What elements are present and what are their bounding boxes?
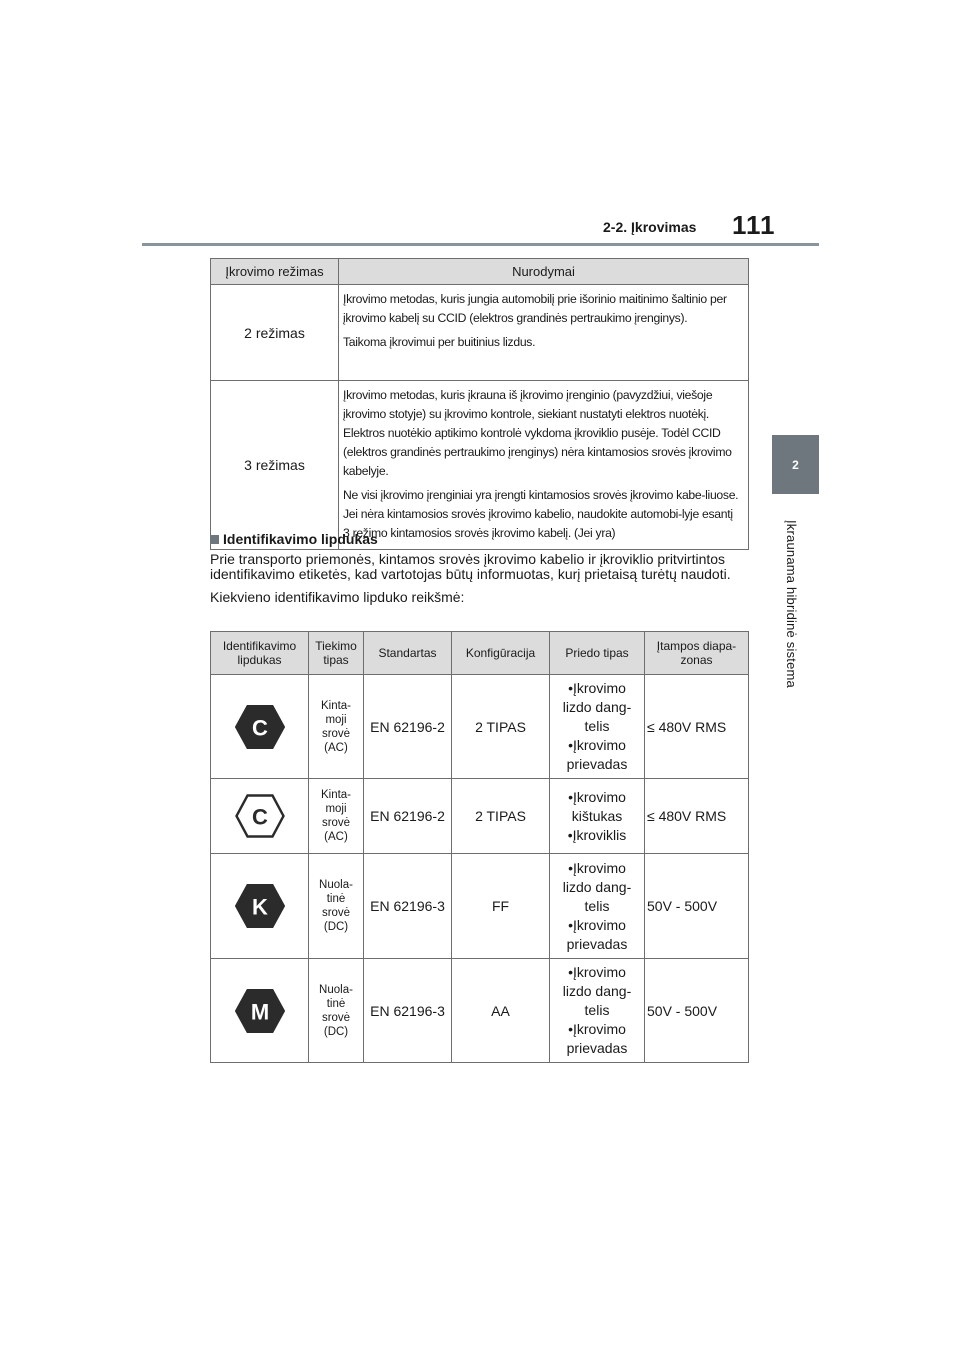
labels-header: Identifikavimo lipdukas [211, 632, 309, 675]
attach-line: •Įkrovimo [568, 916, 626, 933]
supply-line: (AC) [324, 741, 348, 754]
supply-line: tinė [326, 997, 346, 1010]
supply-line: (DC) [323, 921, 349, 933]
standard: EN 62196-2 [364, 779, 452, 854]
modes-header-notes: Nurodymai [339, 259, 749, 285]
attachment-type [550, 675, 645, 779]
supply-line: (AC) [324, 831, 348, 843]
attach-line: prievadas [566, 756, 628, 772]
voltage-range: ≤ 480V RMS [645, 675, 749, 779]
supply-line: srovė [321, 907, 351, 919]
chapter-number: 2 [792, 457, 799, 472]
attach-line: •Įkrovimo [568, 964, 626, 980]
charging-modes-table [210, 258, 749, 550]
table-row [211, 381, 749, 550]
supply-line: Kinta- [320, 699, 352, 712]
attach-line: kištukas [571, 807, 623, 824]
labels-header: Priedo tipas [550, 632, 645, 675]
mode-name: 3 režimas [211, 381, 339, 550]
attach-line: •Įkrovimo [568, 859, 626, 876]
attach-line: telis [584, 897, 610, 914]
section-heading [210, 531, 378, 547]
attachment-type [550, 779, 645, 854]
chapter-tab [772, 435, 819, 494]
section-paragraph: Kiekvieno identifikavimo lipduko reikšmė: [210, 589, 465, 605]
label-cell [211, 779, 309, 854]
attach-line: telis [584, 1002, 610, 1018]
labels-header: Tiekimo tipas [309, 632, 364, 675]
header-rule [142, 243, 819, 246]
label-cell [211, 959, 309, 1063]
voltage-range: ≤ 480V RMS [645, 779, 749, 854]
attach-line: •Įkrovimo [568, 680, 626, 696]
standard: EN 62196-3 [364, 854, 452, 959]
modes-header-mode: Įkrovimo režimas [211, 259, 339, 285]
page-number: 111 [732, 210, 776, 240]
labels-header: Konfigūracija [452, 632, 550, 675]
mode-name: 2 režimas [211, 285, 339, 381]
supply-line: srovė [321, 1011, 351, 1024]
supply-line: srovė [321, 727, 351, 740]
configuration: AA [452, 959, 550, 1063]
supply-line: tinė [326, 893, 346, 905]
supply-type [309, 779, 364, 854]
attach-line: lizdo dang- [562, 699, 632, 715]
section-title: 2-2. Įkrovimas [603, 219, 697, 235]
supply-line: (DC) [323, 1025, 349, 1038]
attach-line: prievadas [566, 935, 628, 952]
standard: EN 62196-3 [364, 959, 452, 1063]
configuration: 2 TIPAS [452, 675, 550, 779]
hex-letter: M [250, 999, 269, 1024]
attach-line: •Įkrovimo [568, 1021, 626, 1037]
chapter-label: Įkraunama hibridinė sistema [784, 520, 799, 688]
configuration: 2 TIPAS [452, 779, 550, 854]
labels-header: Standartas [364, 632, 452, 675]
section-paragraph: Prie transporto priemonės, kintamos srovės įkrovimo kabelio ir įkroviklio pritvirtintos identifikavimo etiketės, kad vartotojas būtų informuotas, kurį prietaisą turėtų naudoti. [210, 551, 731, 582]
table-row [211, 779, 749, 854]
identification-labels-table [210, 631, 749, 1063]
mode-paragraph: Ne visi įkrovimo įrenginiai yra įrengti kintamosios srovės įkrovimo kabe-liuose. Jei nėra kintamosios srovės įkrovimo kabelio, naudokite automobi-lyje esantį 3 režimo kintamosios srovės įkrovimo kabelį. (Jei yra) [343, 488, 739, 540]
label-cell [211, 675, 309, 779]
hex-letter: K [251, 894, 268, 920]
hexagon-label-icon [235, 884, 285, 928]
bullet-square-icon [210, 535, 219, 544]
hexagon-label-icon [235, 989, 285, 1033]
mode-paragraph: Taikoma įkrovimui per buitinius lizdus. [343, 335, 536, 349]
supply-line: Kinta- [320, 789, 352, 801]
attachment-type [550, 959, 645, 1063]
supply-line: srovė [321, 817, 351, 829]
attach-line: lizdo dang- [562, 983, 632, 999]
mode-paragraph: Įkrovimo metodas, kuris jungia automobilį prie išorinio maitinimo šaltinio per įkrovimo kabelį su CCID (elektros grandinės pertraukimo įrenginys). [343, 292, 727, 325]
attach-line: •Įkroviklis [567, 826, 627, 843]
voltage-range: 50V - 500V [645, 854, 749, 959]
supply-type [309, 854, 364, 959]
attach-line: •Įkrovimo [568, 737, 626, 753]
mode-description [339, 285, 749, 381]
hexagon-label-icon [235, 705, 285, 749]
table-row [211, 959, 749, 1063]
supply-line: moji [325, 803, 347, 815]
supply-line: moji [325, 713, 347, 726]
label-cell [211, 854, 309, 959]
attach-line: prievadas [566, 1040, 628, 1056]
supply-type [309, 675, 364, 779]
attach-line: lizdo dang- [562, 878, 632, 895]
mode-paragraph: Įkrovimo metodas, kuris įkrauna iš įkrovimo įrenginio (pavyzdžiui, viešoje įkrovimo stotyje) su įkrovimo kontrole, siekiant nustatyti elektros nuotėkį. Elektros nuotėkio aptikimo kontrolė vykdoma įkroviklio pusėje. Todėl CCID (elektros grandinės pertraukimo įrenginys) nėra kintamosios srovės įkrovimo kabelyje. [343, 388, 732, 478]
hexagon-outline-label-icon [235, 794, 285, 838]
voltage-range: 50V - 500V [645, 959, 749, 1063]
mode-description [339, 381, 749, 550]
supply-type [309, 959, 364, 1063]
section-heading-text: Identifikavimo lipdukas [223, 531, 378, 547]
supply-line: Nuola- [319, 983, 353, 996]
table-row [211, 854, 749, 959]
table-row [211, 285, 749, 381]
labels-header: Įtampos diapa-zonas [645, 632, 749, 675]
table-row [211, 675, 749, 779]
hex-letter: C [251, 715, 268, 740]
standard: EN 62196-2 [364, 675, 452, 779]
attach-line: telis [584, 718, 610, 734]
supply-line: Nuola- [319, 879, 353, 891]
attach-line: •Įkrovimo [568, 788, 626, 805]
configuration: FF [452, 854, 550, 959]
hex-letter: C [251, 804, 268, 830]
attachment-type [550, 854, 645, 959]
